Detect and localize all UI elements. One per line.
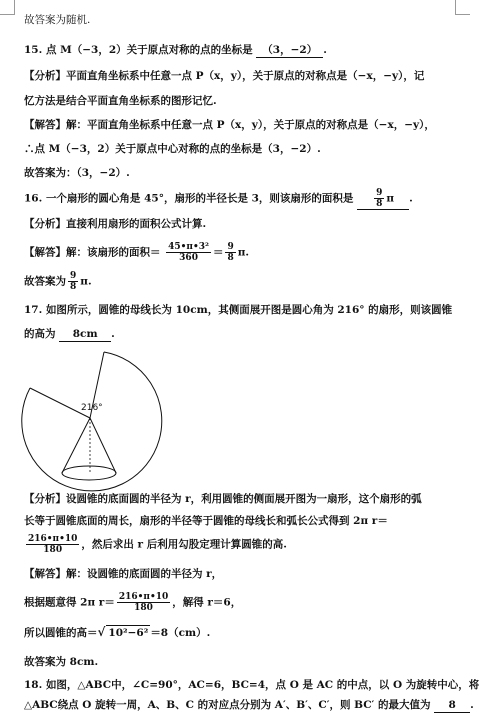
solution-16 xyxy=(24,242,249,263)
arc-fraction xyxy=(117,592,170,613)
question-text: 点 M（−3，2）关于原点对称的点的坐标是 xyxy=(45,44,253,56)
period: . xyxy=(323,44,327,56)
page-corner-mark-right xyxy=(455,0,470,15)
numerator: 9 xyxy=(70,271,77,281)
question-text: △ABC绕点 O 旋转一周，A、B、C 的对应点分别为 A′、B′、C′，则 BC′ 的最大值为 xyxy=(24,699,431,711)
denominator: 360 xyxy=(179,253,198,263)
numerator: 9 xyxy=(376,188,383,198)
answer-blank: （3，−2） xyxy=(256,43,323,58)
answer-fraction xyxy=(374,188,384,209)
figure-angle-label: 216° xyxy=(81,403,103,413)
answer-blank xyxy=(357,188,409,210)
period: . xyxy=(470,699,474,711)
sqrt-content: 10²−6² xyxy=(108,627,149,639)
cone-side-right xyxy=(90,418,116,473)
prev-answer-line: 故答案为随机. xyxy=(24,14,91,26)
cone-base xyxy=(62,466,116,480)
solution-prefix: 所以圆锥的高＝ xyxy=(24,627,98,639)
question-text: 的高为 xyxy=(24,328,56,340)
denominator: 180 xyxy=(43,545,63,555)
sqrt-symbol: √ xyxy=(97,625,106,639)
pi-symbol: π. xyxy=(237,246,250,259)
final-answer-17: 故答案为 8cm. xyxy=(24,656,99,668)
final-answer-15: 故答案为：（3，−2）. xyxy=(24,167,130,179)
question-number: 17. xyxy=(24,304,43,316)
denominator: 180 xyxy=(134,603,153,613)
question-text: 如图所示，圆锥的母线长为 10cm，其侧面展开图是圆心角为 216° 的扇形，则该圆锥 xyxy=(45,304,453,316)
period: . xyxy=(111,328,115,340)
analysis-17-cont: 长等于圆锥底面的周长，扇形的半径等于圆锥的母线长和弧长公式得到 2π r＝ xyxy=(24,515,388,527)
numerator: 9 xyxy=(227,242,234,252)
analysis-17: 【分析】设圆锥的底面圆的半径为 r，利用圆锥的侧面展开图为一扇形，这个扇形的弧 xyxy=(24,493,422,505)
answer-blank: 8cm xyxy=(59,327,111,342)
solution-prefix: 根据题意得 2π r＝ xyxy=(24,596,115,609)
analysis-15-cont: 忆方法是结合平面直角坐标系的图形记忆. xyxy=(24,95,217,107)
final-answer-16 xyxy=(24,271,92,292)
page-corner-mark-left xyxy=(0,0,15,15)
final-fraction xyxy=(68,271,78,292)
period: . xyxy=(409,192,413,205)
analysis-17-cont2 xyxy=(24,534,287,555)
solution-15-cont: ∴点 M（−3，2）关于原点中心对称的点的坐标是（3，−2）. xyxy=(24,143,321,155)
numerator: 216•π•10 xyxy=(28,534,78,544)
result-fraction xyxy=(225,242,235,263)
solution-17-cont xyxy=(24,592,241,613)
question-18 xyxy=(24,678,479,692)
numerator: 216•π•10 xyxy=(118,592,169,602)
denominator: 8 xyxy=(227,253,234,263)
analysis-text: ，然后求出 r 后利用勾股定理计算圆锥的高. xyxy=(81,538,287,551)
answer-blank: 8 xyxy=(434,698,470,713)
pi-symbol: π. xyxy=(80,275,92,288)
question-18-cont xyxy=(24,698,474,713)
denominator: 8 xyxy=(70,282,77,292)
solution-prefix: 【解答】解：该扇形的面积＝ xyxy=(24,246,161,259)
question-number: 18. xyxy=(24,679,43,691)
final-prefix: 故答案为 xyxy=(24,275,66,288)
solution-15: 【解答】解：平面直角坐标系中任意一点 P（x，y），关于原点的对称点是（−x，−y）， xyxy=(24,119,435,131)
question-16 xyxy=(24,188,413,210)
denominator: 8 xyxy=(376,199,383,209)
question-17 xyxy=(24,303,452,317)
cone-side-left xyxy=(62,418,90,473)
solution-17: 【解答】解：设圆锥的底面圆的半径为 r， xyxy=(24,568,223,580)
question-text: 一个扇形的圆心角是 45°，扇形的半径长是 3，则该扇形的面积是 xyxy=(45,192,354,205)
question-number: 15. xyxy=(24,44,43,56)
arc-fraction xyxy=(26,534,79,555)
equals: ＝ xyxy=(212,246,224,259)
question-15 xyxy=(24,43,327,58)
question-text: 如图，△ABC中，∠C=90°，AC=6，BC=4，点 O 是 AC 的中点，以 O 为旋转中心，将 xyxy=(45,679,479,691)
analysis-15: 【分析】平面直角坐标系中任意一点 P（x，y），关于原点的对称点是（−x，−y），记 xyxy=(24,70,425,82)
numerator: 45•π•3² xyxy=(168,242,209,252)
question-number: 16. xyxy=(24,192,43,205)
cone-sector-figure xyxy=(20,340,180,490)
solution-text: ＝8（cm）. xyxy=(150,627,211,639)
formula-fraction xyxy=(166,242,211,263)
solution-17-cont2 xyxy=(24,625,210,640)
pi-symbol: π xyxy=(386,192,395,205)
analysis-16: 【分析】直接利用扇形的面积公式计算. xyxy=(24,218,207,230)
solution-text: ，解得 r＝6， xyxy=(172,596,242,609)
